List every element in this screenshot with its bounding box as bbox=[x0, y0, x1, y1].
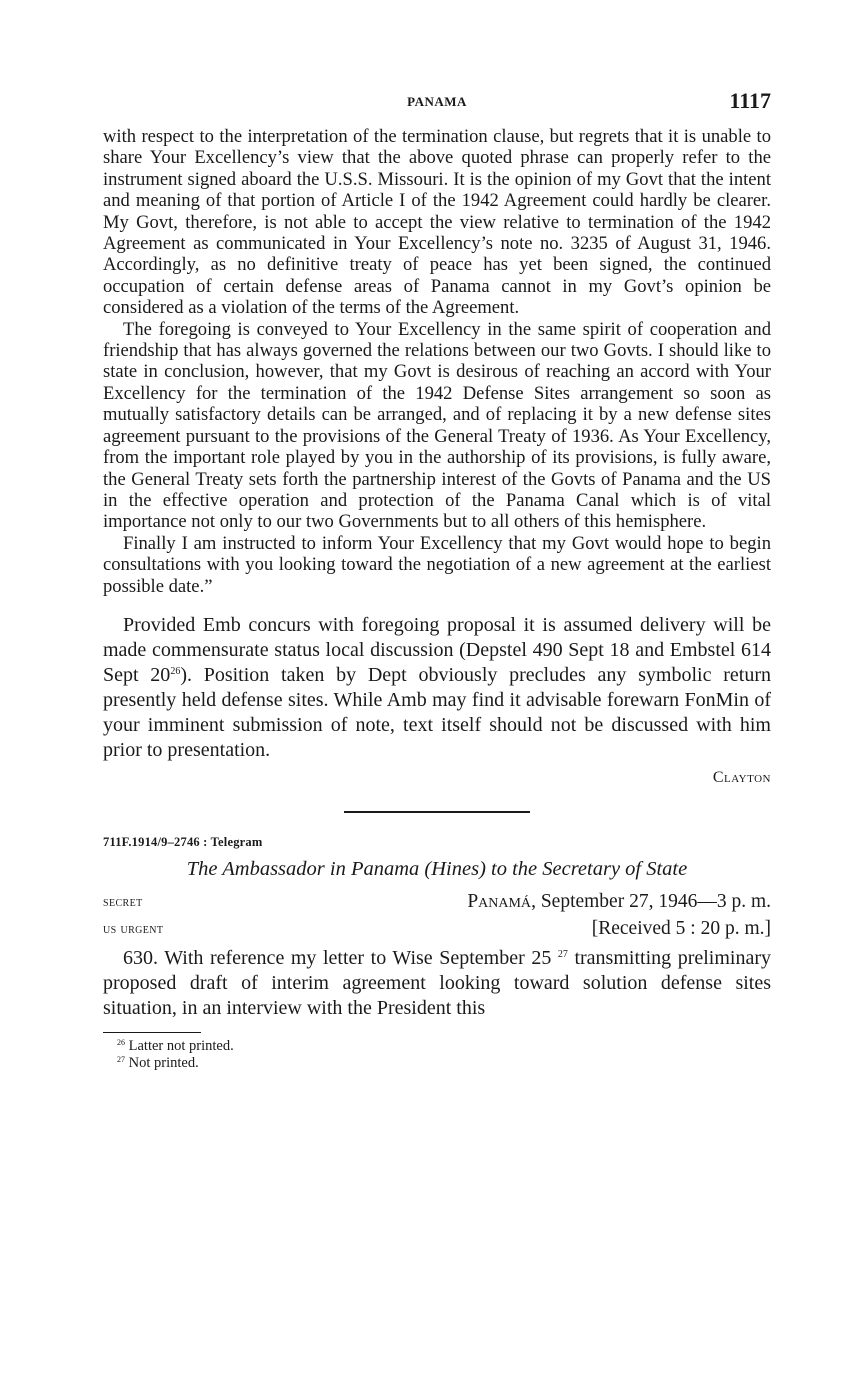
file-reference: 711F.1914/9–2746 : Telegram bbox=[103, 834, 263, 849]
telegram-text-continued: transmitting preliminary proposed draft of interim agreement looking toward solution defense sites situation, in an interview with the President this bbox=[103, 946, 771, 1019]
footnote-text: Not printed. bbox=[128, 1054, 199, 1071]
footnote-number: 27 bbox=[117, 1054, 125, 1064]
footnote-number: 26 bbox=[117, 1037, 125, 1047]
instruction-paragraph bbox=[103, 613, 771, 763]
footnote-divider bbox=[103, 1032, 201, 1033]
dateline bbox=[467, 891, 771, 913]
running-title: PANAMA bbox=[407, 94, 467, 109]
instruction-text: Provided Emb concurs with foregoing proposal it is assumed delivery will be made commensurate status local discussion (Depstel 490 Sept 18 and Embstel 614 Sept 20 bbox=[103, 613, 771, 686]
footnote-marker: 27 bbox=[557, 948, 568, 960]
classification-label: secret bbox=[103, 894, 143, 910]
footnote-text: Latter not printed. bbox=[128, 1037, 234, 1054]
footnote bbox=[117, 1055, 771, 1072]
page-header bbox=[103, 88, 771, 118]
dateline-place: Panamá bbox=[467, 890, 532, 912]
dateline-date: , September 27, 1946—3 p. m. bbox=[531, 890, 771, 912]
document-title: The Ambassador in Panama (Hines) to the Secretary of State bbox=[186, 857, 688, 880]
instruction-text-continued: ). Position taken by Dept obviously precludes any symbolic return presently held defense sites. While Amb may find it advisable forewarn FonMin of your imminent submission of note, text itself should not be discussed with him prior to presentation. bbox=[103, 663, 771, 761]
classification-row bbox=[103, 891, 771, 916]
section-divider bbox=[344, 811, 530, 813]
quote-paragraph: with respect to the interpretation of the termination clause, but regrets that it is unable to share Your Excellency’s view that the above quoted phrase can properly refer to the instrument signed aboard the U.S.S. Missouri. It is the opinion of my Govt that the intent and meaning of that portion of Article I of the 1942 Agreement could hardly be clearer. My Govt, therefore, is not able to accept the view relative to termination of the 1942 Agreement as communicated in Your Excellency’s note no. 3235 of August 31, 1946. Accordingly, as no definitive treaty of peace has yet been signed, the continued occupation of certain defense areas of Panama cannot in my Govt’s opinion be considered as a violation of the terms of the Agreement. bbox=[103, 126, 771, 319]
footnote-marker: 26 bbox=[170, 665, 181, 677]
priority-label: us urgent bbox=[103, 921, 164, 937]
footnote bbox=[117, 1038, 771, 1055]
footnotes bbox=[103, 1038, 771, 1072]
document-page bbox=[103, 88, 771, 1072]
telegram-paragraph bbox=[103, 946, 771, 1021]
quote-paragraph: Finally I am instructed to inform Your Excellency that my Govt would hope to begin consultations with you looking toward the negotiation of a new agreement at the earliest possible date.” bbox=[103, 532, 771, 597]
page-number: 1117 bbox=[729, 88, 771, 113]
signature: Clayton bbox=[712, 768, 771, 786]
priority-row bbox=[103, 918, 771, 943]
telegram-text: 630. With reference my letter to Wise September 25 bbox=[123, 946, 552, 969]
quote-paragraph: The foregoing is conveyed to Your Excellency in the same spirit of cooperation and friendship that has always governed the relations between our two Govts. I should like to state in conclusion, however, that my Govt is desirous of reaching an accord with Your Excellency for the termination of the 1942 Defense Sites arrangement so soon as mutually satisfactory details can be arranged, and of replacing it by a new defense sites agreement pursuant to the provisions of the General Treaty of 1936. As Your Excellency, from the important role played by you in the authorship of its provisions, is fully aware, the General Treaty sets forth the partnership interest of the Govts of Panama and the US in the effective operation and protection of the Panama Canal which is of vital importance not only to our two Governments but to all others of this hemisphere. bbox=[103, 318, 771, 533]
quoted-note bbox=[103, 126, 771, 597]
received-time: [Received 5 : 20 p. m.] bbox=[591, 917, 771, 939]
